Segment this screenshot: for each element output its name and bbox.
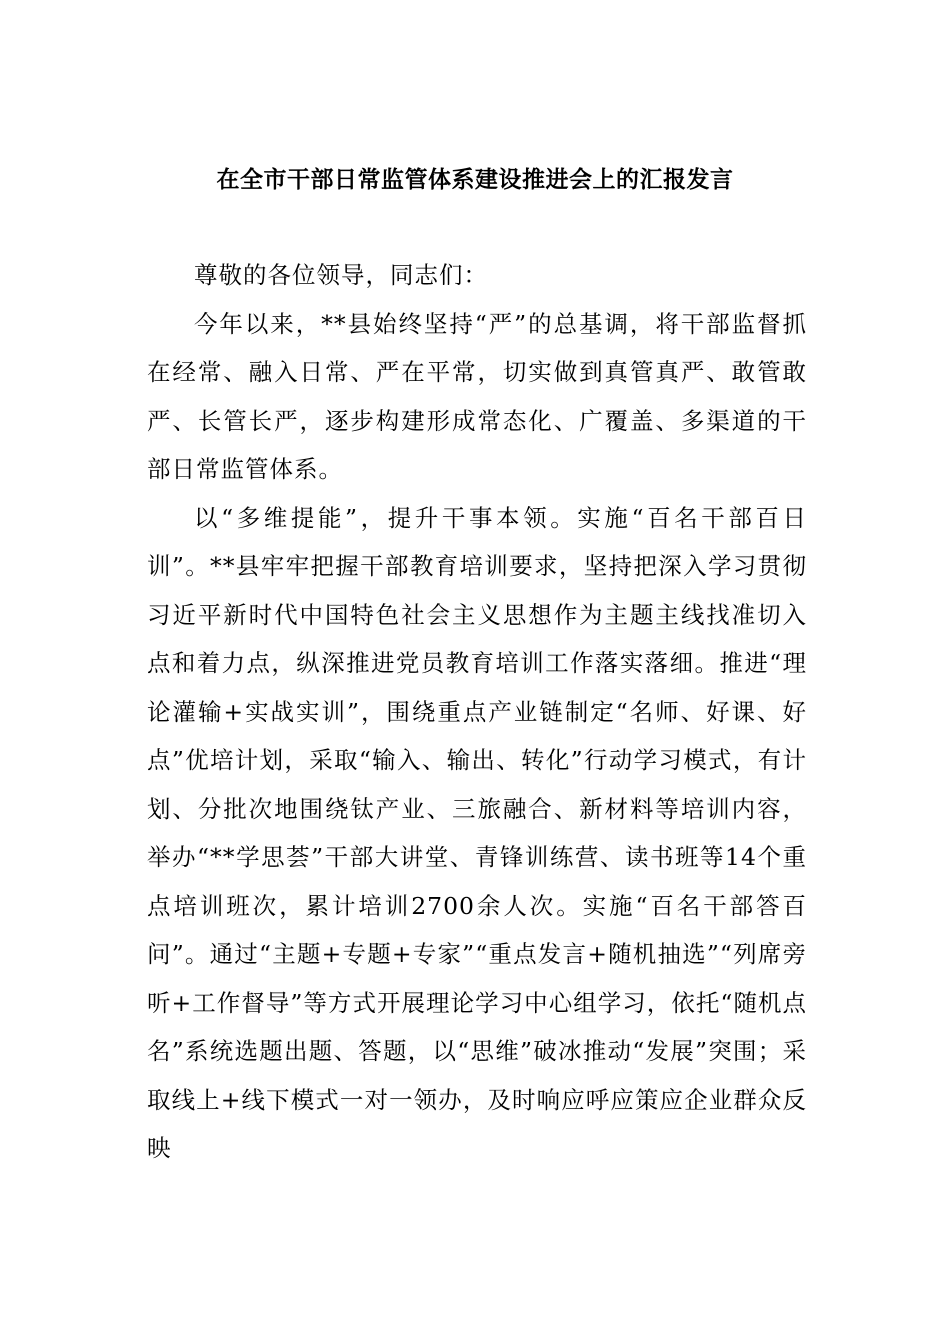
document-body (147, 251, 807, 1173)
body-paragraph: 以“多维提能”，提升干事本领。实施“百名干部百日训”。**县牢牢把握干部教育培训要求，坚持把深入学习贯彻习近平新时代中国特色社会主义思想作为主题主线找准切入点和着力点，纵深推进党员教育培训工作落实落细。推进“理论灌输+实战实训”，围绕重点产业链制定“名师、好课、好点”优培计划，采取“输入、输出、转化”行动学习模式，有计划、分批次地围绕钛产业、三旅融合、新材料等培训内容，举办“**学思荟”干部大讲堂、青锋训练营、读书班等14个重点培训班次，累计培训2700余人次。实施“百名干部答百问”。通过“主题+专题+专家”“重点发言+随机抽选”“列席旁听+工作督导”等方式开展理论学习中心组学习，依托“随机点名”系统选题出题、答题，以“思维”破冰推动“发展”突围；采取线上+线下模式一对一领办，及时响应呼应策应企业群众反映 (147, 503, 807, 1162)
body-paragraph: 今年以来，**县始终坚持“严”的总基调，将干部监督抓在经常、融入日常、严在平常，切实做到真管真严、敢管敢严、长管长严，逐步构建形成常态化、广覆盖、多渠道的干部日常监管体系。 (147, 309, 807, 483)
salutation: 尊敬的各位领导，同志们： (194, 261, 488, 289)
document-title: 在全市干部日常监管体系建设推进会上的汇报发言 (216, 166, 734, 193)
